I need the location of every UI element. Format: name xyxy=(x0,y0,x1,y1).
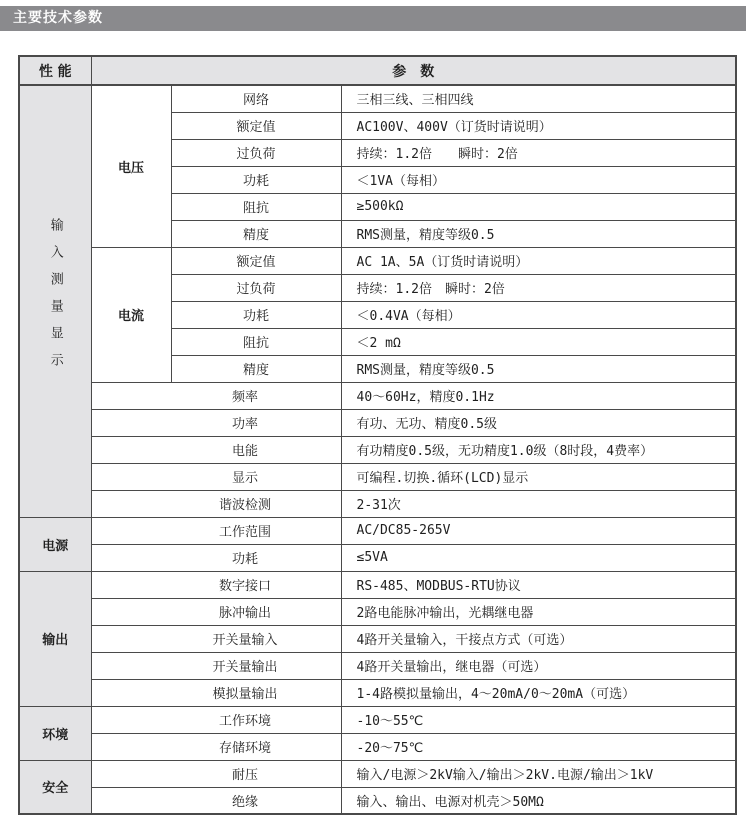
param-value-cell: 输入/电源＞2kV输入/输出＞2kV.电源/输出＞1kV xyxy=(341,760,736,787)
subgroup-cell-voltage: 电压 xyxy=(91,85,171,247)
param-name-cell: 功耗 xyxy=(171,166,341,193)
param-name-cell: 开关量输入 xyxy=(91,625,341,652)
param-name-cell: 功耗 xyxy=(91,544,341,571)
group-cell-environment: 环境 xyxy=(19,706,91,760)
param-value-cell: 持续：1.2倍 瞬时：2倍 xyxy=(341,139,736,166)
table-row xyxy=(19,571,736,598)
param-name-cell: 网络 xyxy=(171,85,341,112)
table-row xyxy=(19,436,736,463)
group-label-vertical: 输入测量显示 xyxy=(47,218,63,381)
param-name-cell: 模拟量输出 xyxy=(91,679,341,706)
param-value-cell: AC/DC85-265V xyxy=(341,517,736,544)
param-name-cell: 频率 xyxy=(91,382,341,409)
table-row xyxy=(19,760,736,787)
specs-table-container xyxy=(18,55,750,815)
param-name-cell: 绝缘 xyxy=(91,787,341,814)
param-value-cell: ≥500kΩ xyxy=(341,193,736,220)
param-name-cell: 开关量输出 xyxy=(91,652,341,679)
param-value-cell: ＜2 mΩ xyxy=(341,328,736,355)
param-value-cell: ＜1VA（每相） xyxy=(341,166,736,193)
param-value-cell: 2路电能脉冲输出，光耦继电器 xyxy=(341,598,736,625)
subgroup-cell-current: 电流 xyxy=(91,247,171,382)
group-cell-input-measure-display xyxy=(19,85,91,517)
param-name-cell: 工作范围 xyxy=(91,517,341,544)
table-row xyxy=(19,463,736,490)
param-name-cell: 谐波检测 xyxy=(91,490,341,517)
specs-table xyxy=(18,55,737,815)
param-value-cell: RMS测量，精度等级0.5 xyxy=(341,220,736,247)
param-name-cell: 功耗 xyxy=(171,301,341,328)
param-value-cell: 输入、输出、电源对机壳＞50MΩ xyxy=(341,787,736,814)
param-name-cell: 过负荷 xyxy=(171,139,341,166)
param-name-cell: 额定值 xyxy=(171,247,341,274)
table-row xyxy=(19,733,736,760)
param-name-cell: 工作环境 xyxy=(91,706,341,733)
param-name-cell: 显示 xyxy=(91,463,341,490)
param-name-cell: 脉冲输出 xyxy=(91,598,341,625)
table-row xyxy=(19,247,736,274)
param-value-cell: 有功、无功、精度0.5级 xyxy=(341,409,736,436)
param-value-cell: 2-31次 xyxy=(341,490,736,517)
group-cell-power: 电源 xyxy=(19,517,91,571)
table-row xyxy=(19,679,736,706)
param-value-cell: 持续：1.2倍 瞬时：2倍 xyxy=(341,274,736,301)
param-name-cell: 阻抗 xyxy=(171,328,341,355)
param-value-cell: 4路开关量输入，干接点方式（可选） xyxy=(341,625,736,652)
page-title xyxy=(0,6,746,31)
table-row xyxy=(19,598,736,625)
param-name-cell: 过负荷 xyxy=(171,274,341,301)
table-row xyxy=(19,652,736,679)
param-name-cell: 功率 xyxy=(91,409,341,436)
param-value-cell: 有功精度0.5级，无功精度1.0级（8时段，4费率） xyxy=(341,436,736,463)
param-name-cell: 电能 xyxy=(91,436,341,463)
page-title-text: 主要技术参数 xyxy=(13,10,103,26)
table-row xyxy=(19,625,736,652)
table-row xyxy=(19,544,736,571)
table-header-row xyxy=(19,56,736,85)
param-name-cell: 存储环境 xyxy=(91,733,341,760)
param-value-cell: 4路开关量输出，继电器（可选） xyxy=(341,652,736,679)
param-name-cell: 阻抗 xyxy=(171,193,341,220)
param-value-cell: RS-485、MODBUS-RTU协议 xyxy=(341,571,736,598)
param-value-cell: 三相三线、三相四线 xyxy=(341,85,736,112)
param-name-cell: 精度 xyxy=(171,220,341,247)
table-row xyxy=(19,382,736,409)
table-row xyxy=(19,490,736,517)
table-row xyxy=(19,787,736,814)
param-value-cell: ＜0.4VA（每相） xyxy=(341,301,736,328)
param-value-cell: RMS测量，精度等级0.5 xyxy=(341,355,736,382)
param-value-cell: ≤5VA xyxy=(341,544,736,571)
param-value-cell: 1-4路模拟量输出，4～20mA/0～20mA（可选） xyxy=(341,679,736,706)
param-name-cell: 数字接口 xyxy=(91,571,341,598)
header-parameter: 参 数 xyxy=(91,56,736,85)
param-value-cell: 可编程.切换.循环(LCD)显示 xyxy=(341,463,736,490)
table-row xyxy=(19,409,736,436)
table-row xyxy=(19,706,736,733)
param-value-cell: 40～60Hz，精度0.1Hz xyxy=(341,382,736,409)
param-value-cell: AC 1A、5A（订货时请说明） xyxy=(341,247,736,274)
param-value-cell: AC100V、400V（订货时请说明） xyxy=(341,112,736,139)
table-row xyxy=(19,85,736,112)
param-name-cell: 精度 xyxy=(171,355,341,382)
param-name-cell: 额定值 xyxy=(171,112,341,139)
param-name-cell: 耐压 xyxy=(91,760,341,787)
param-value-cell: -10～55℃ xyxy=(341,706,736,733)
param-value-cell: -20～75℃ xyxy=(341,733,736,760)
group-cell-safety: 安全 xyxy=(19,760,91,814)
group-cell-output: 输出 xyxy=(19,571,91,706)
header-performance: 性 能 xyxy=(19,56,91,85)
table-row xyxy=(19,517,736,544)
